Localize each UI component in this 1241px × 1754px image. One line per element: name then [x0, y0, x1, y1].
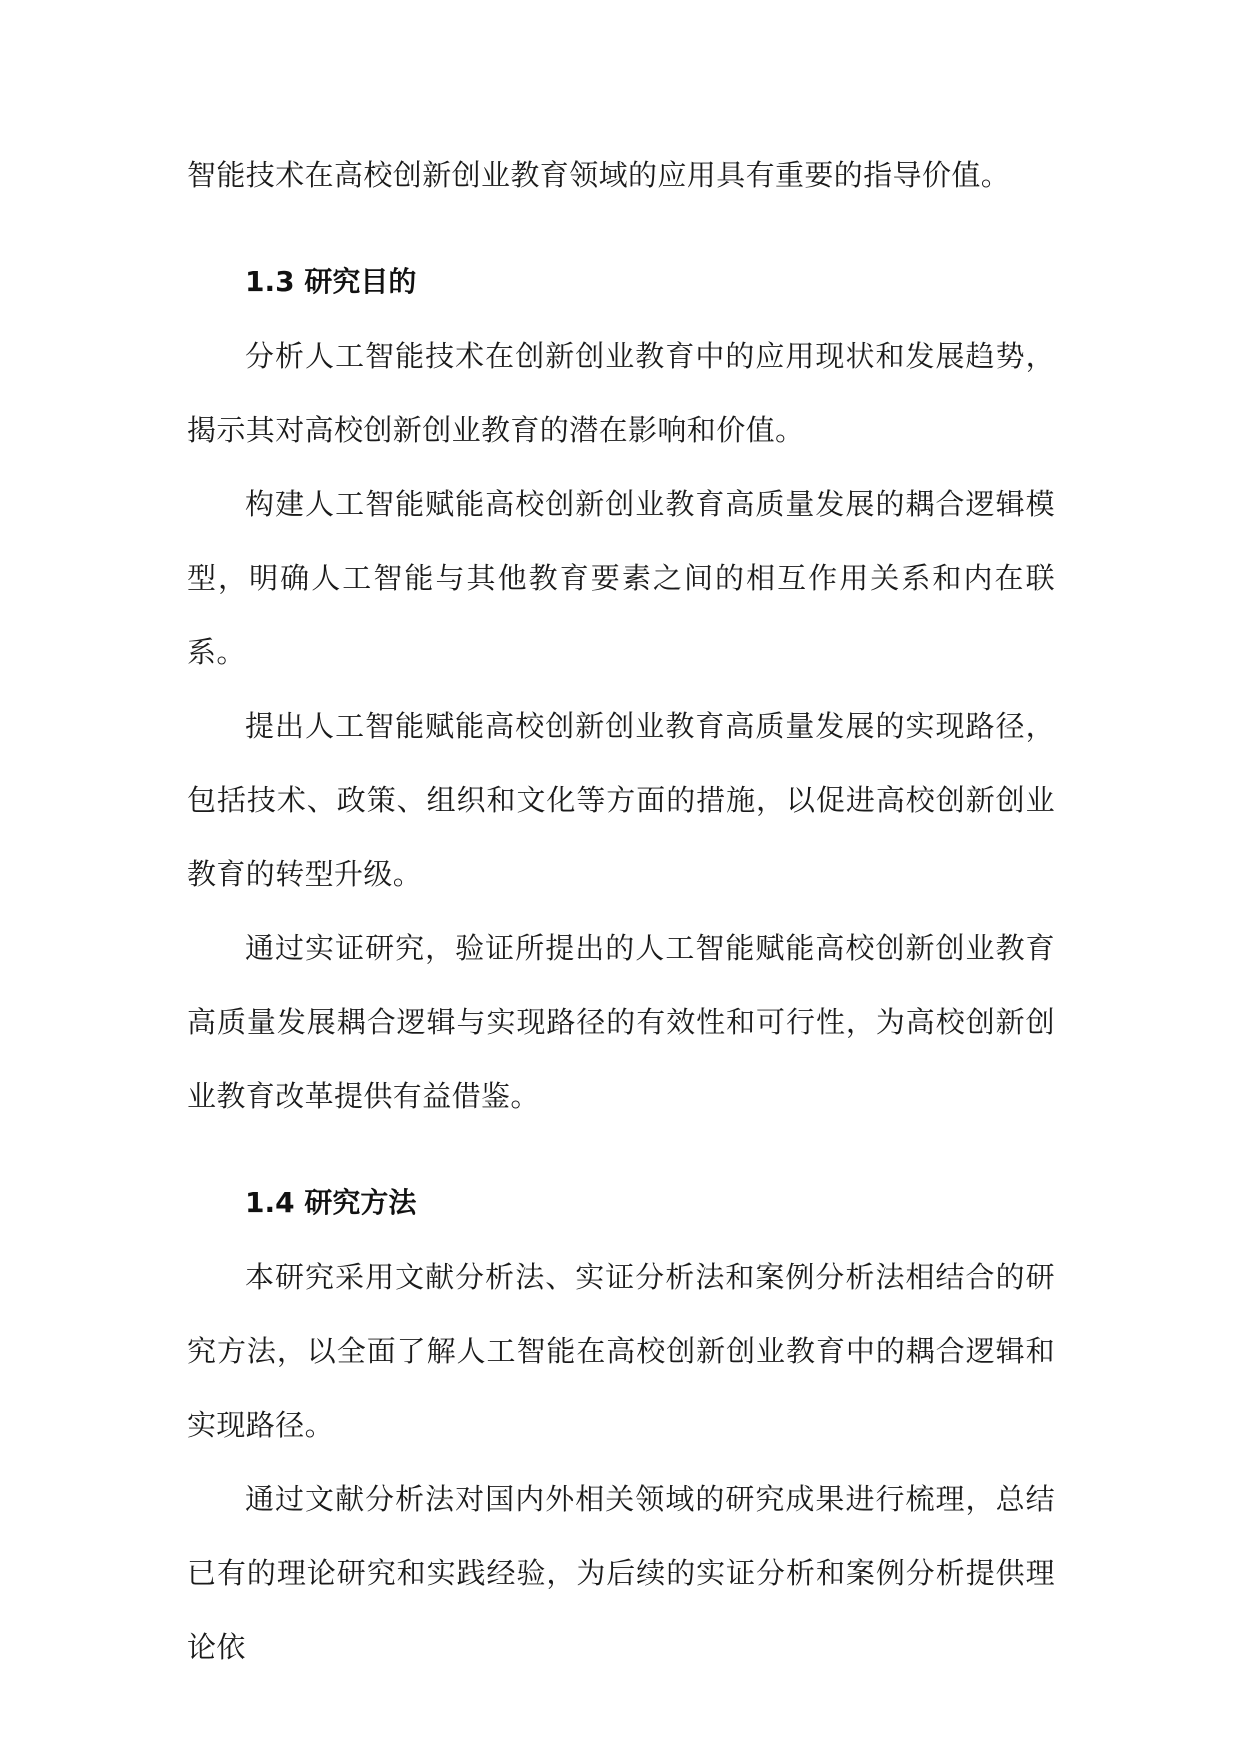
- paragraph-1-4-1: 本研究采用文献分析法、实证分析法和案例分析法相结合的研究方法，以全面了解人工智能在高校创新创业教育中的耦合逻辑和实现路径。: [187, 1260, 1055, 1442]
- paragraph-1-4-2: 通过文献分析法对国内外相关领域的研究成果进行梳理，总结已有的理论研究和实践经验，为后续的实证分析和案例分析提供理论依: [187, 1482, 1055, 1664]
- section-gap: [187, 1133, 1055, 1166]
- paragraph-1-3-1: 分析人工智能技术在创新创业教育中的应用现状和发展趋势，揭示其对高校创新创业教育的潜在影响和价值。: [187, 339, 1055, 447]
- section-heading-1-4: 1.4 研究方法: [245, 1186, 417, 1219]
- section-gap: [187, 212, 1055, 245]
- continuation-paragraph: 智能技术在高校创新创业教育领域的应用具有重要的指导价值。: [187, 158, 1011, 192]
- document-body: [187, 138, 1055, 1684]
- paragraph-1-3-3: 提出人工智能赋能高校创新创业教育高质量发展的实现路径，包括技术、政策、组织和文化等方面的措施，以促进高校创新创业教育的转型升级。: [187, 709, 1055, 891]
- section-heading-1-3: 1.3 研究目的: [245, 265, 417, 298]
- paragraph-1-3-2: 构建人工智能赋能高校创新创业教育高质量发展的耦合逻辑模型，明确人工智能与其他教育要素之间的相互作用关系和内在联系。: [187, 487, 1055, 669]
- paragraph-1-3-4: 通过实证研究，验证所提出的人工智能赋能高校创新创业教育高质量发展耦合逻辑与实现路径的有效性和可行性，为高校创新创业教育改革提供有益借鉴。: [187, 931, 1055, 1113]
